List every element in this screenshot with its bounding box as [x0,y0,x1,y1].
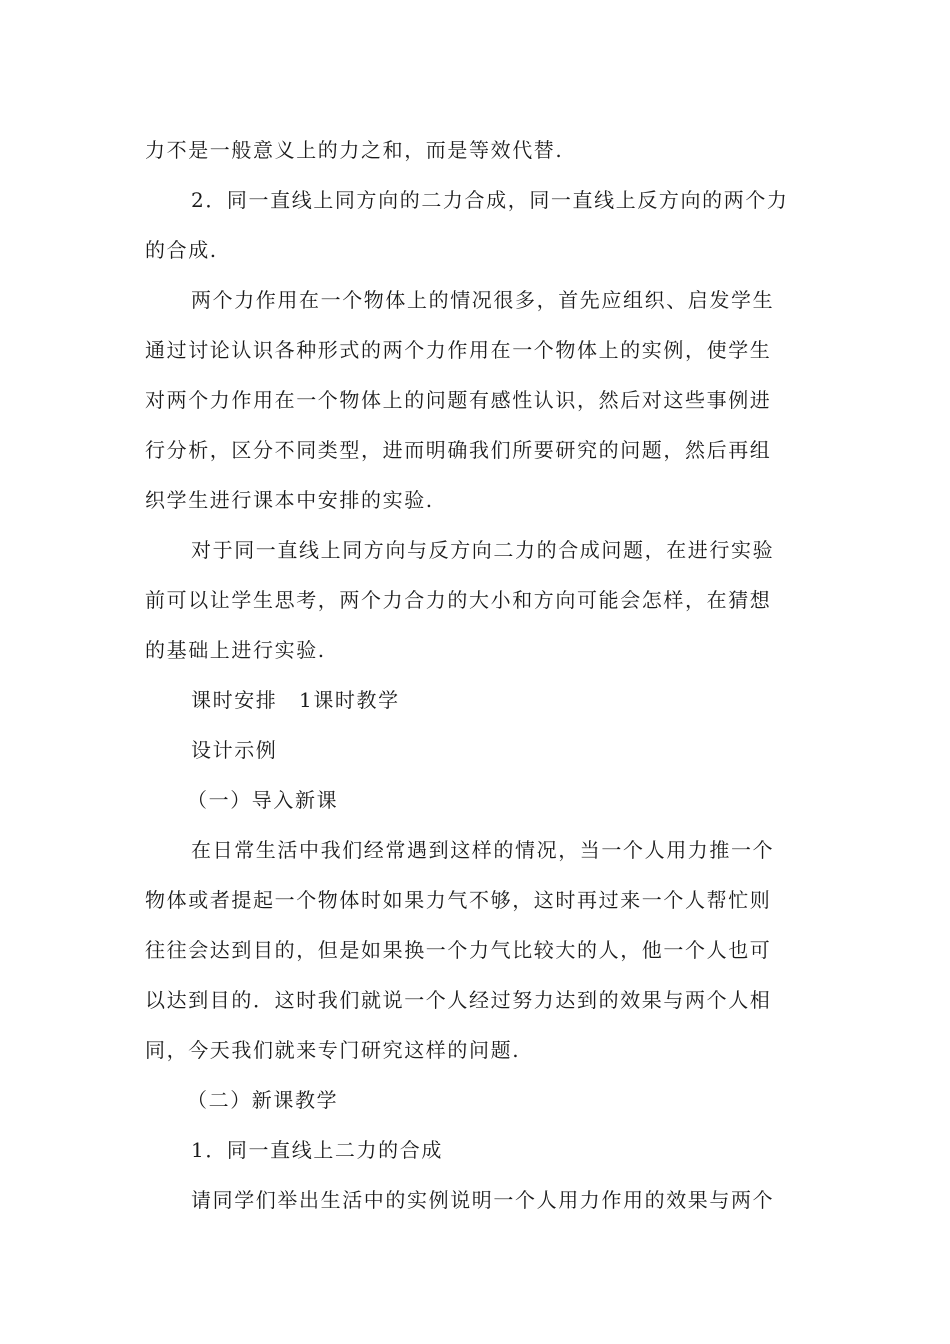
text-line-14: （一）导入新课 [187,788,339,812]
text-line-5: 通过讨论认识各种形式的两个力作用在一个物体上的实例，使学生 [145,338,772,362]
text-line-20: （二）新课教学 [187,1088,339,1112]
text-line-16: 物体或者提起一个物体时如果力气不够，这时再过来一个人帮忙则 [145,888,772,912]
text-line-2: 2．同一直线上同方向的二力合成，同一直线上反方向的两个力 [191,188,789,212]
text-line-22: 请同学们举出生活中的实例说明一个人用力作用的效果与两个 [191,1188,775,1212]
text-line-17: 往往会达到目的，但是如果换一个力气比较大的人，他一个人也可 [145,938,772,962]
text-line-18: 以达到目的．这时我们就说一个人经过努力达到的效果与两个人相 [145,988,772,1012]
text-line-1: 力不是一般意义上的力之和，而是等效代替. [145,138,564,162]
text-line-13: 设计示例 [191,738,278,762]
text-line-3: 的合成. [145,238,218,262]
text-line-12: 课时安排 1课时教学 [191,688,400,712]
text-line-11: 的基础上进行实验. [145,638,326,662]
text-line-15: 在日常生活中我们经常遇到这样的情况，当一个人用力推一个 [191,838,775,862]
text-line-4: 两个力作用在一个物体上的情况很多，首先应组织、启发学生 [191,288,775,312]
text-line-10: 前可以让学生思考，两个力合力的大小和方向可能会怎样，在猜想 [145,588,772,612]
text-line-21: 1．同一直线上二力的合成 [191,1138,443,1162]
text-line-6: 对两个力作用在一个物体上的问题有感性认识，然后对这些事例进 [145,388,772,412]
text-line-19: 同，今天我们就来专门研究这样的问题. [145,1038,521,1062]
text-line-8: 织学生进行课本中安排的实验. [145,488,434,512]
text-line-7: 行分析，区分不同类型，进而明确我们所要研究的问题，然后再组 [145,438,772,462]
text-line-9: 对于同一直线上同方向与反方向二力的合成问题，在进行实验 [191,538,775,562]
